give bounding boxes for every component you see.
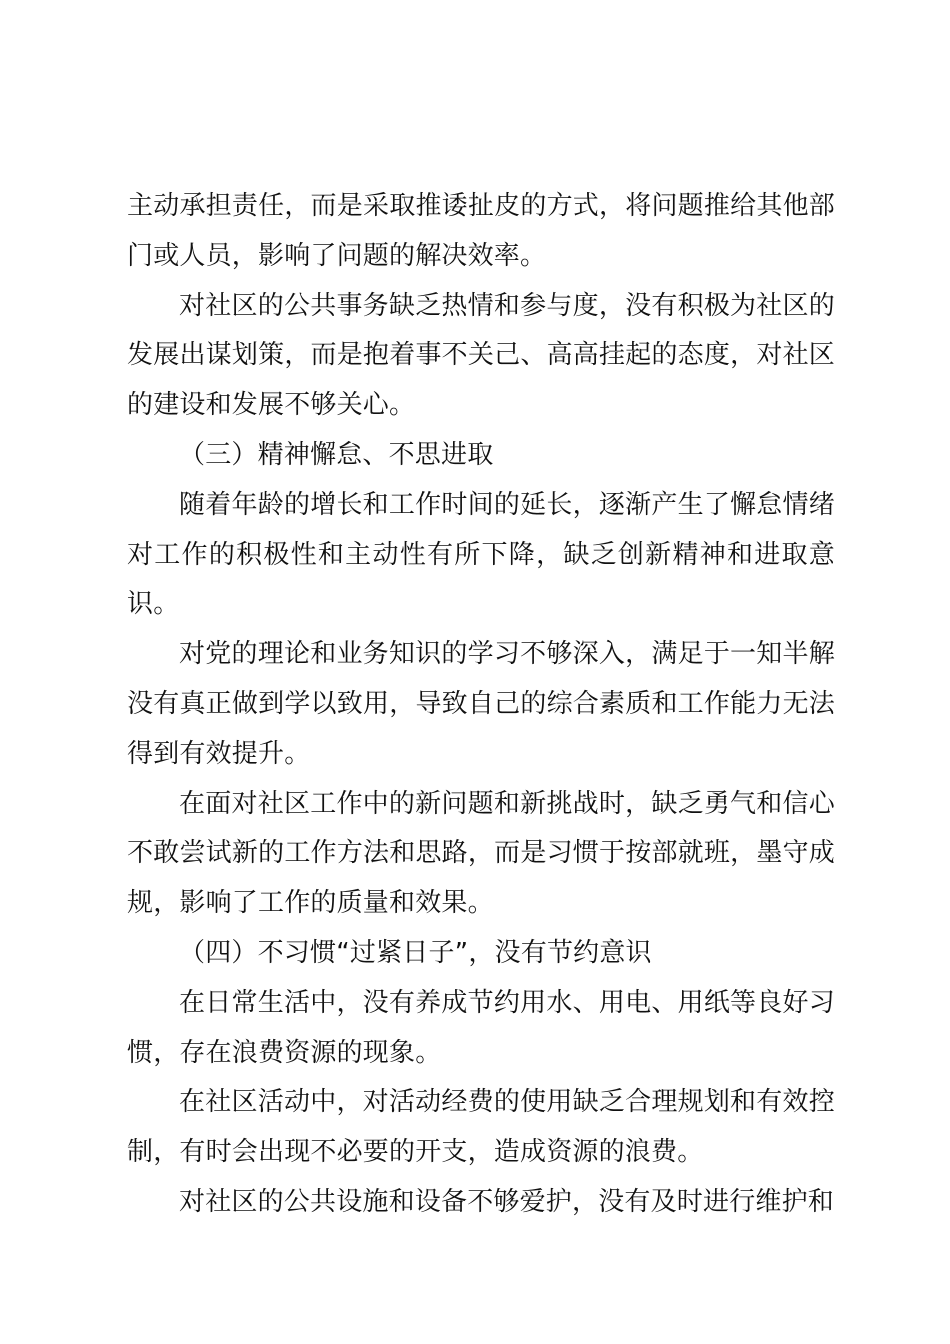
paragraph-continuation: 主动承担责任，而是采取推诿扯皮的方式，将问题推给其他部门或人员，影响了问题的解决效率。 xyxy=(127,191,835,271)
paragraph: 对党的理论和业务知识的学习不够深入，满足于一知半解没有真正做到学以致用，导致自己的综合素质和工作能力无法得到有效提升。 xyxy=(127,639,835,769)
paragraph: 对社区的公共设施和设备不够爱护，没有及时进行维护和 xyxy=(179,1186,835,1217)
paragraph: 随着年龄的增长和工作时间的延长，逐渐产生了懈怠情绪对工作的积极性和主动性有所下降，缺乏创新精神和进取意识。 xyxy=(127,489,835,620)
section-heading: （三）精神懈怠、不思进取 xyxy=(179,439,494,470)
paragraph: 在社区活动中，对活动经费的使用缺乏合理规划和有效控制，有时会出现不必要的开支，造成资源的浪费。 xyxy=(127,1087,835,1168)
paragraph: 在日常生活中，没有养成节约用水、用电、用纸等良好习惯，存在浪费资源的现象。 xyxy=(127,987,835,1068)
document-body xyxy=(127,182,835,1228)
paragraph: 对社区的公共事务缺乏热情和参与度，没有积极为社区的发展出谋划策，而是抱着事不关己、高高挂起的态度，对社区的建设和发展不够关心。 xyxy=(127,290,835,421)
section-heading: （四）不习惯“过紧日子”，没有节约意识 xyxy=(179,937,652,968)
paragraph: 在面对社区工作中的新问题和新挑战时，缺乏勇气和信心不敢尝试新的工作方法和思路，而是习惯于按部就班，墨守成规，影响了工作的质量和效果。 xyxy=(127,788,835,919)
